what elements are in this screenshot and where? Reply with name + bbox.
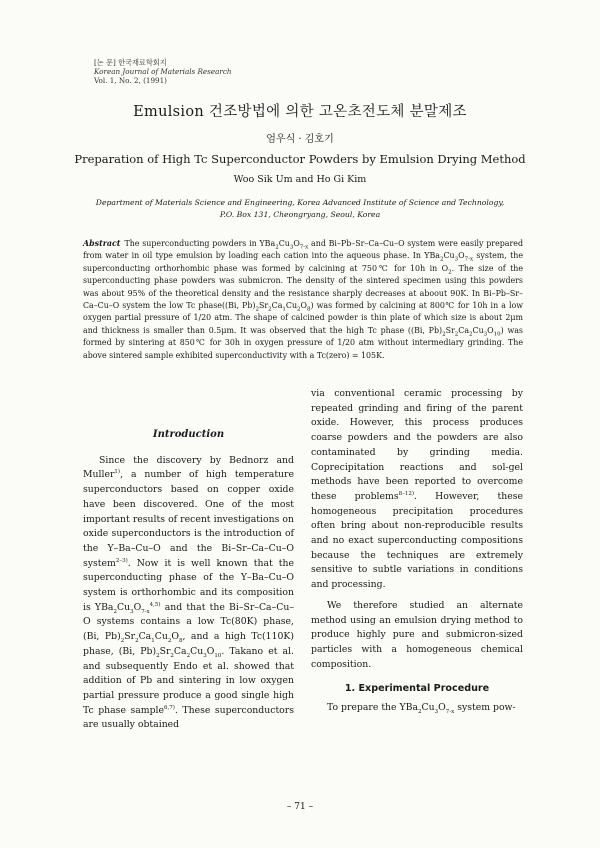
subscript: 2 <box>418 708 422 715</box>
section-heading-experimental: 1. Experimental Procedure <box>344 683 490 695</box>
body-text: Cu <box>190 645 204 657</box>
subscript: 2 <box>454 331 459 338</box>
affiliation-line-1: Department of Materials Science and Engineering, Korea Advanced Institute of Science and Technology, <box>95 198 505 207</box>
subscript: 2 <box>255 306 259 313</box>
abstract-text: Cu <box>285 301 298 311</box>
body-text: . However, these homogeneous precipitation procedures often bring about non-reproducible results and no exact superconducting compositions because the techniques are extremely sensitive to subtle variations in conditions and processing. <box>311 490 523 591</box>
subscript: 3 <box>289 244 294 251</box>
subscript: 8 <box>307 306 311 313</box>
paragraph-gap <box>311 672 523 678</box>
body-text: Cu <box>154 631 168 643</box>
subscript: 3 <box>130 608 134 615</box>
body-text: Sr <box>124 631 136 643</box>
body-text: . These superconductors are usually obtained <box>83 704 294 731</box>
citation: 6,7) <box>164 704 175 711</box>
body-text: , and a high Tc(110K) phase, (Bi, Pb) <box>83 631 294 657</box>
citation: 1) <box>114 469 121 476</box>
page-number: – 71 – <box>286 802 314 812</box>
abstract-text: Sr <box>445 325 455 335</box>
journal-name-en: Korean Journal of Materials Research <box>94 67 232 76</box>
title-english: Preparation of High Tc Superconductor Powders by Emulsion Drying Method <box>74 152 526 166</box>
title-korean: Emulsion 건조방법에 의한 고온초전도체 분말제조 <box>133 104 467 120</box>
subscript: 3 <box>454 256 459 263</box>
body-paragraph <box>311 701 523 716</box>
subscript: 2 <box>448 269 452 276</box>
intro-paragraph <box>83 454 294 733</box>
abstract-text: Cu <box>443 251 455 261</box>
citation: 4,5) <box>149 601 161 608</box>
abstract-text: ) was formed by sintering at 850℃ for 30h in oxygen pressure of 1/20 atm without intermediary grinding. The above sintered sample exhibited superconductivity with a Tc(zero) = 105K. <box>83 325 523 360</box>
subscript: 2 <box>186 652 191 659</box>
body-text: O <box>206 645 215 657</box>
subscript: 2 <box>170 652 174 659</box>
abstract-text: Ca <box>458 325 470 335</box>
body-text: Ca <box>173 645 187 657</box>
subscript: 7-x <box>464 256 474 263</box>
abstract-text: Ca <box>271 301 283 311</box>
subscript: 8 <box>178 638 183 644</box>
abstract-text: . The size of the superconducting phase powders was submicron. The density of the sintered specimen using this powders was about 95% of the theoretical density and the resistance sharply decreases at aboout 90K. In Bi–Pb–Sr–Ca–Cu–O system the low Tc phase((Bi, Pb) <box>83 263 523 311</box>
body-text: O <box>133 601 142 613</box>
affiliation-line-2: P.O. Box 131, Cheongryang, Seoul, Korea <box>219 210 381 219</box>
section-heading-introduction: Introduction <box>152 429 225 440</box>
subscript: 1 <box>151 638 155 644</box>
subscript: 7-x <box>299 244 309 251</box>
abstract-text: ) was formed by calcining at 800℃ for 10h in a low oxygen partial pressure of 1/20 atm. The shape of calcined powder is thin plate of which size is about 2μm and thickness is smaller than 0.5μm. It was observed that the high Tc phase ((Bi, Pb) <box>83 301 524 335</box>
subscript: 2 <box>120 638 125 644</box>
body-text: Cu <box>421 702 435 714</box>
subscript: 3 <box>434 708 439 715</box>
body-text: To prepare the YBa <box>327 702 419 714</box>
journal-name-ko: [논 문] 한국재료학회지 <box>94 58 167 67</box>
journal-volume: Vol. 1, No. 2, (1991) <box>94 76 167 85</box>
right-column <box>311 387 523 716</box>
subscript: 2 <box>156 652 160 659</box>
journal-header <box>94 58 314 85</box>
body-text: Cu <box>116 601 131 613</box>
left-column <box>83 428 294 733</box>
abstract-text: O <box>293 239 300 248</box>
subscript: 10 <box>493 331 501 338</box>
subscript: 2 <box>440 256 444 263</box>
subscript: 2 <box>167 638 172 644</box>
body-paragraph: We therefore studied an alternate method using an emulsion drying method to produce highly pure and submicron-sized particles with a homogeneous chemical composition. <box>311 599 523 670</box>
subscript: 7-x <box>141 608 150 615</box>
affiliation <box>60 197 540 221</box>
subscript: 1 <box>282 306 286 313</box>
body-text: and that the Bi–Sr–Ca–Cu–O systems contains a low Tc(80K) phase, (Bi, Pb) <box>83 601 294 643</box>
citation: 2–3) <box>115 557 128 564</box>
body-text: Ca <box>138 631 152 643</box>
body-text: O <box>438 702 446 714</box>
subscript: 2 <box>297 306 301 313</box>
abstract <box>83 238 523 362</box>
body-paragraph <box>311 387 523 593</box>
subscript: 2 <box>275 244 279 251</box>
subscript: 2 <box>113 608 117 615</box>
body-text: Sr <box>159 645 171 657</box>
abstract-text: The superconducting powders in YBa <box>124 239 276 248</box>
subscript: 2 <box>268 306 272 313</box>
subscript: 2 <box>442 331 446 338</box>
subscript: 3 <box>483 331 488 338</box>
abstract-text: system, the superconducting orthorhombic phase was formed by calcining at 750℃ for 10h in O <box>83 251 523 273</box>
body-text: O <box>171 631 179 643</box>
subscript: 2 <box>135 638 139 644</box>
subscript: 2 <box>469 331 473 338</box>
abstract-text: O <box>300 301 308 311</box>
subscript: 10 <box>214 652 222 659</box>
abstract-text: Cu <box>472 325 484 335</box>
citation: 8–12) <box>398 490 415 497</box>
subscript: 7-x <box>445 708 455 715</box>
body-text: . Takano et al. and subsequently Endo et al. showed that addition of Pb and sintering in low oxygen partial pressure produce a good single high Tc phase sample <box>83 645 294 716</box>
authors-korean: 엄우식 · 김호기 <box>266 134 334 145</box>
body-text: , a number of high temperature superconductors based on copper oxide have been discovered. One of the most important results of recent investigations on oxide superconductors is the introduction of the Y–Ba–Cu–O and the Bi–Sr–Ca–Cu–O system <box>83 469 294 569</box>
abstract-text: Sr <box>258 301 269 311</box>
body-text: via conventional ceramic processing by repeated grinding and firing of the parent oxide. However, this process produces coarse powders and the powders are also contaminated by grinding media. Coprecipitation reactions and sol-gel methods have been reported to overcome these problems <box>311 388 523 502</box>
abstract-label: Abstract <box>83 239 121 248</box>
abstract-text: Cu <box>278 239 290 248</box>
abstract-text: O <box>458 251 465 261</box>
authors-english: Woo Sik Um and Ho Gi Kim <box>233 174 367 185</box>
body-text: system pow- <box>454 702 516 714</box>
abstract-text: O <box>487 325 494 335</box>
subscript: 3 <box>203 652 207 659</box>
abstract-text: and Bi–Pb–Sr–Ca–Cu–O system were easily prepared from water in oil type emulsion by loading each cation into the aqueous phase. In YBa <box>83 239 524 261</box>
body-text: . Now it is well known that the superconducting phase of the Y–Ba–Cu–O system is orthorhombic and its composition is YBa <box>83 557 294 613</box>
body-text: Since the discovery by Bednorz and Muller <box>83 454 294 481</box>
